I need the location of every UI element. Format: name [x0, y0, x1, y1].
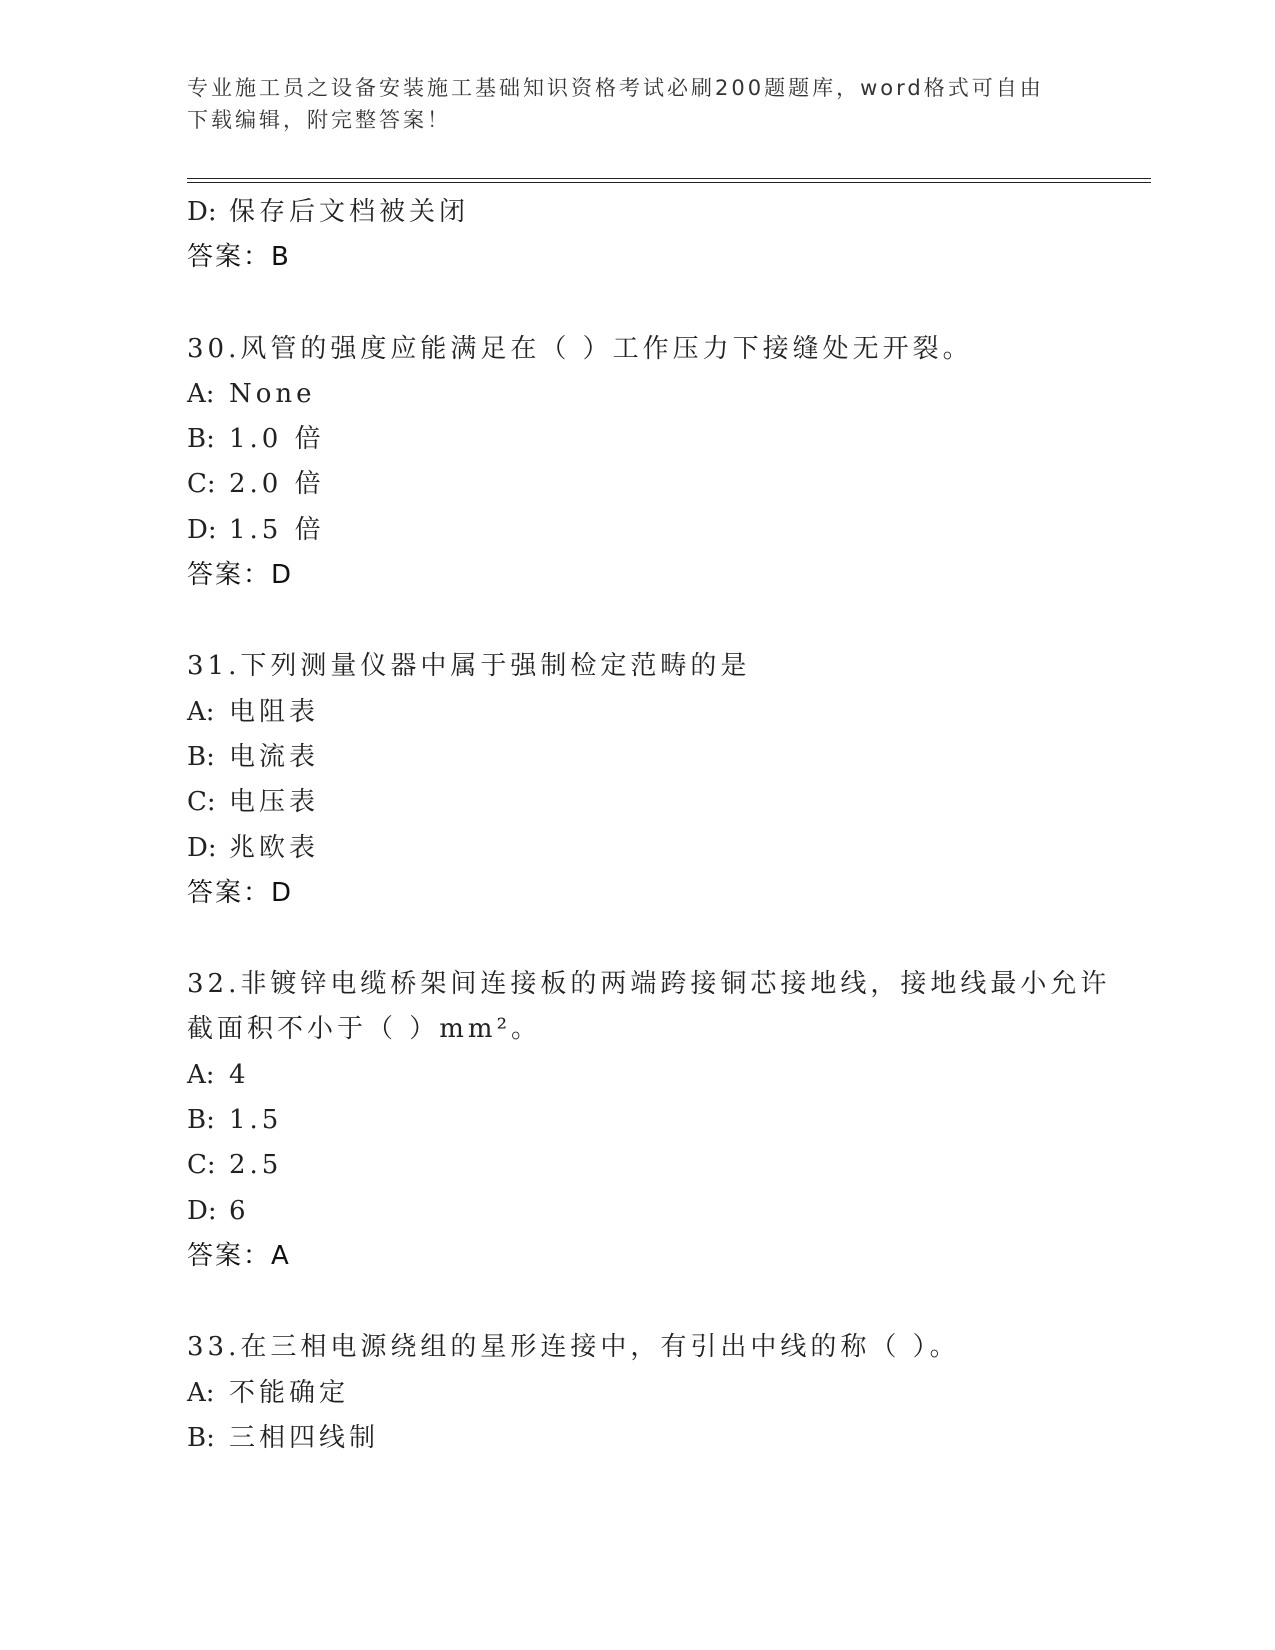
- option-b: [187, 735, 1137, 780]
- question-stem-32-line-2: 截面积不小于（ ）mm²。: [187, 1014, 541, 1045]
- question-stem-30: 30.风管的强度应能满足在（ ）工作压力下接缝处无开裂。: [187, 333, 973, 364]
- option-text: 电压表: [229, 787, 320, 818]
- option-letter: B:: [187, 1422, 215, 1453]
- question-stem-33: 33.在三相电源绕组的星形连接中，有引出中线的称（ ）。: [187, 1332, 960, 1363]
- option-d: [187, 1189, 1137, 1234]
- header-divider-top: [187, 178, 1151, 179]
- option-letter: D:: [187, 1195, 217, 1226]
- option-text: 4: [229, 1059, 250, 1090]
- option-a: [187, 372, 1137, 417]
- header-divider-bottom: [187, 182, 1151, 183]
- option-a: [187, 690, 1137, 735]
- option-text: 不能确定: [229, 1377, 350, 1408]
- option-text: 兆欧表: [229, 832, 320, 863]
- option-c: [187, 780, 1137, 825]
- option-text: 电流表: [229, 741, 320, 772]
- option-b: [187, 417, 1137, 462]
- question-list: [187, 190, 1137, 1461]
- option-text: 2.0 倍: [229, 469, 325, 500]
- document-header: [187, 72, 1087, 136]
- question-stem-31: 31.下列测量仪器中属于强制检定范畴的是: [187, 651, 751, 682]
- answer-line: 答案：B: [187, 242, 291, 273]
- option-letter: A:: [187, 378, 215, 409]
- option-a: [187, 1371, 1137, 1416]
- option-text: 电阻表: [229, 696, 320, 727]
- option-c: [187, 462, 1137, 507]
- option-text: 保存后文档被关闭: [229, 197, 470, 227]
- option-text: 1.5: [229, 1105, 283, 1136]
- option-text: 1.0 倍: [229, 424, 325, 455]
- option-b: [187, 1416, 1137, 1461]
- option-b: [187, 1098, 1137, 1143]
- option-text: None: [229, 378, 316, 409]
- answer-line: 答案：A: [187, 1240, 291, 1271]
- header-line-2: 下载编辑，附完整答案！: [187, 108, 451, 132]
- option-text: 6: [229, 1195, 250, 1226]
- option-letter: B:: [187, 424, 215, 455]
- option-letter: D:: [187, 197, 217, 227]
- option-letter: A:: [187, 1059, 215, 1090]
- option-letter: D:: [187, 832, 217, 863]
- option-a: [187, 1053, 1137, 1098]
- answer-line: 答案：D: [187, 877, 294, 908]
- option-letter: C:: [187, 787, 216, 818]
- option-letter: A:: [187, 1377, 215, 1408]
- option-d: [187, 190, 1137, 235]
- option-letter: D:: [187, 514, 217, 545]
- answer-line: 答案：D: [187, 560, 294, 591]
- option-text: 2.5: [229, 1150, 283, 1181]
- option-letter: B:: [187, 741, 215, 772]
- option-text: 1.5 倍: [229, 514, 325, 545]
- option-letter: A:: [187, 696, 215, 727]
- option-letter: B:: [187, 1105, 215, 1136]
- option-d: [187, 826, 1137, 871]
- option-letter: C:: [187, 1150, 216, 1181]
- question-stem-32-line-1: 32.非镀锌电缆桥架间连接板的两端跨接铜芯接地线，接地线最小允许: [187, 969, 1111, 1000]
- option-c: [187, 1143, 1137, 1188]
- option-text: 三相四线制: [229, 1422, 380, 1453]
- option-d: [187, 508, 1137, 553]
- option-letter: C:: [187, 469, 216, 500]
- header-line-1: 专业施工员之设备安装施工基础知识资格考试必刷200题题库，word格式可自由: [187, 76, 1044, 100]
